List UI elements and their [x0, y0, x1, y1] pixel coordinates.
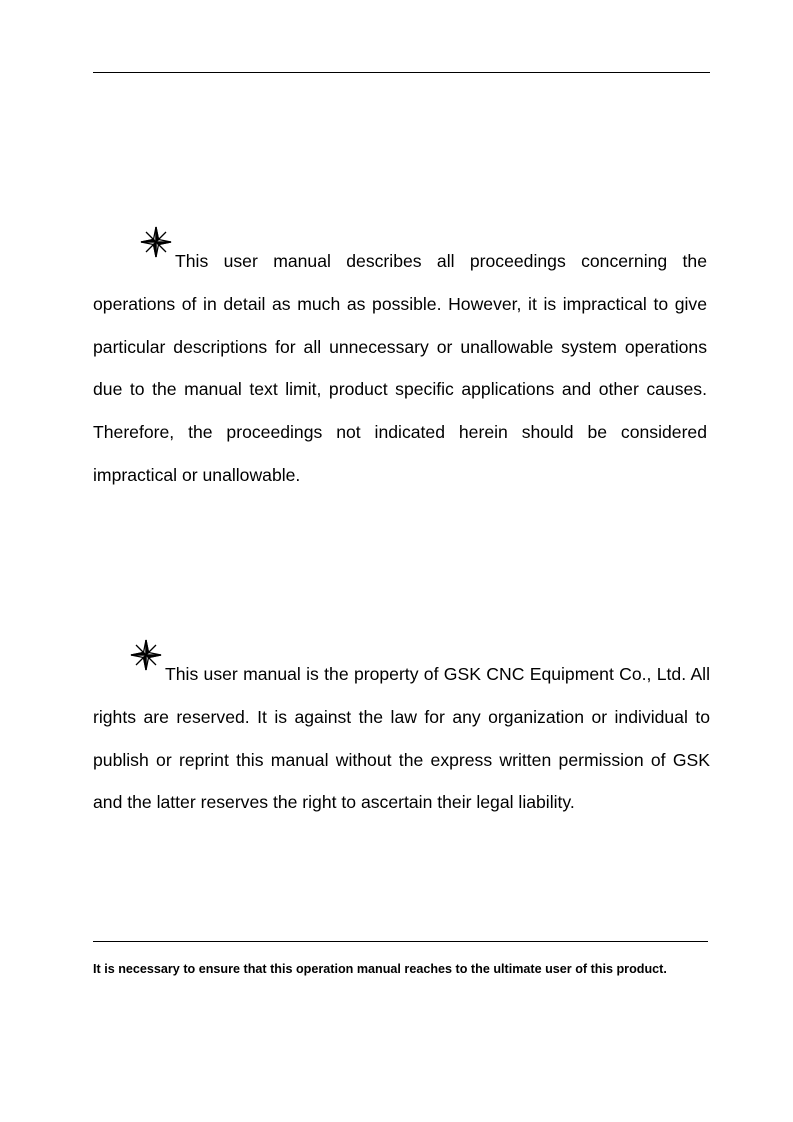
- header-rule: [93, 72, 710, 73]
- compass-star-icon: [139, 225, 173, 259]
- compass-star-icon: [129, 638, 163, 672]
- notice-paragraph-copyright-text: This user manual is the property of GSK CNC Equipment Co., Ltd. All rights are reserved. It is against the law for any organization or individual to publish or reprint this manual without the express written permission of GSK and the latter reserves the right to ascertain their legal liability.: [93, 664, 710, 813]
- notice-paragraph-copyright: [93, 648, 710, 824]
- notice-paragraph-scope: [93, 235, 707, 497]
- notice-paragraph-scope-text: This user manual describes all proceedings concerning the operations of in detail as much as possible. However, it is impractical to give particular descriptions for all unnecessary or unallowable system operations due to the manual text limit, product specific applications and other causes. Therefore, the proceedings not indicated herein should be considered impractical or unallowable.: [93, 251, 707, 485]
- footer-note: It is necessary to ensure that this operation manual reaches to the ultimate user of this product.: [93, 962, 667, 976]
- footer-rule: [93, 941, 708, 942]
